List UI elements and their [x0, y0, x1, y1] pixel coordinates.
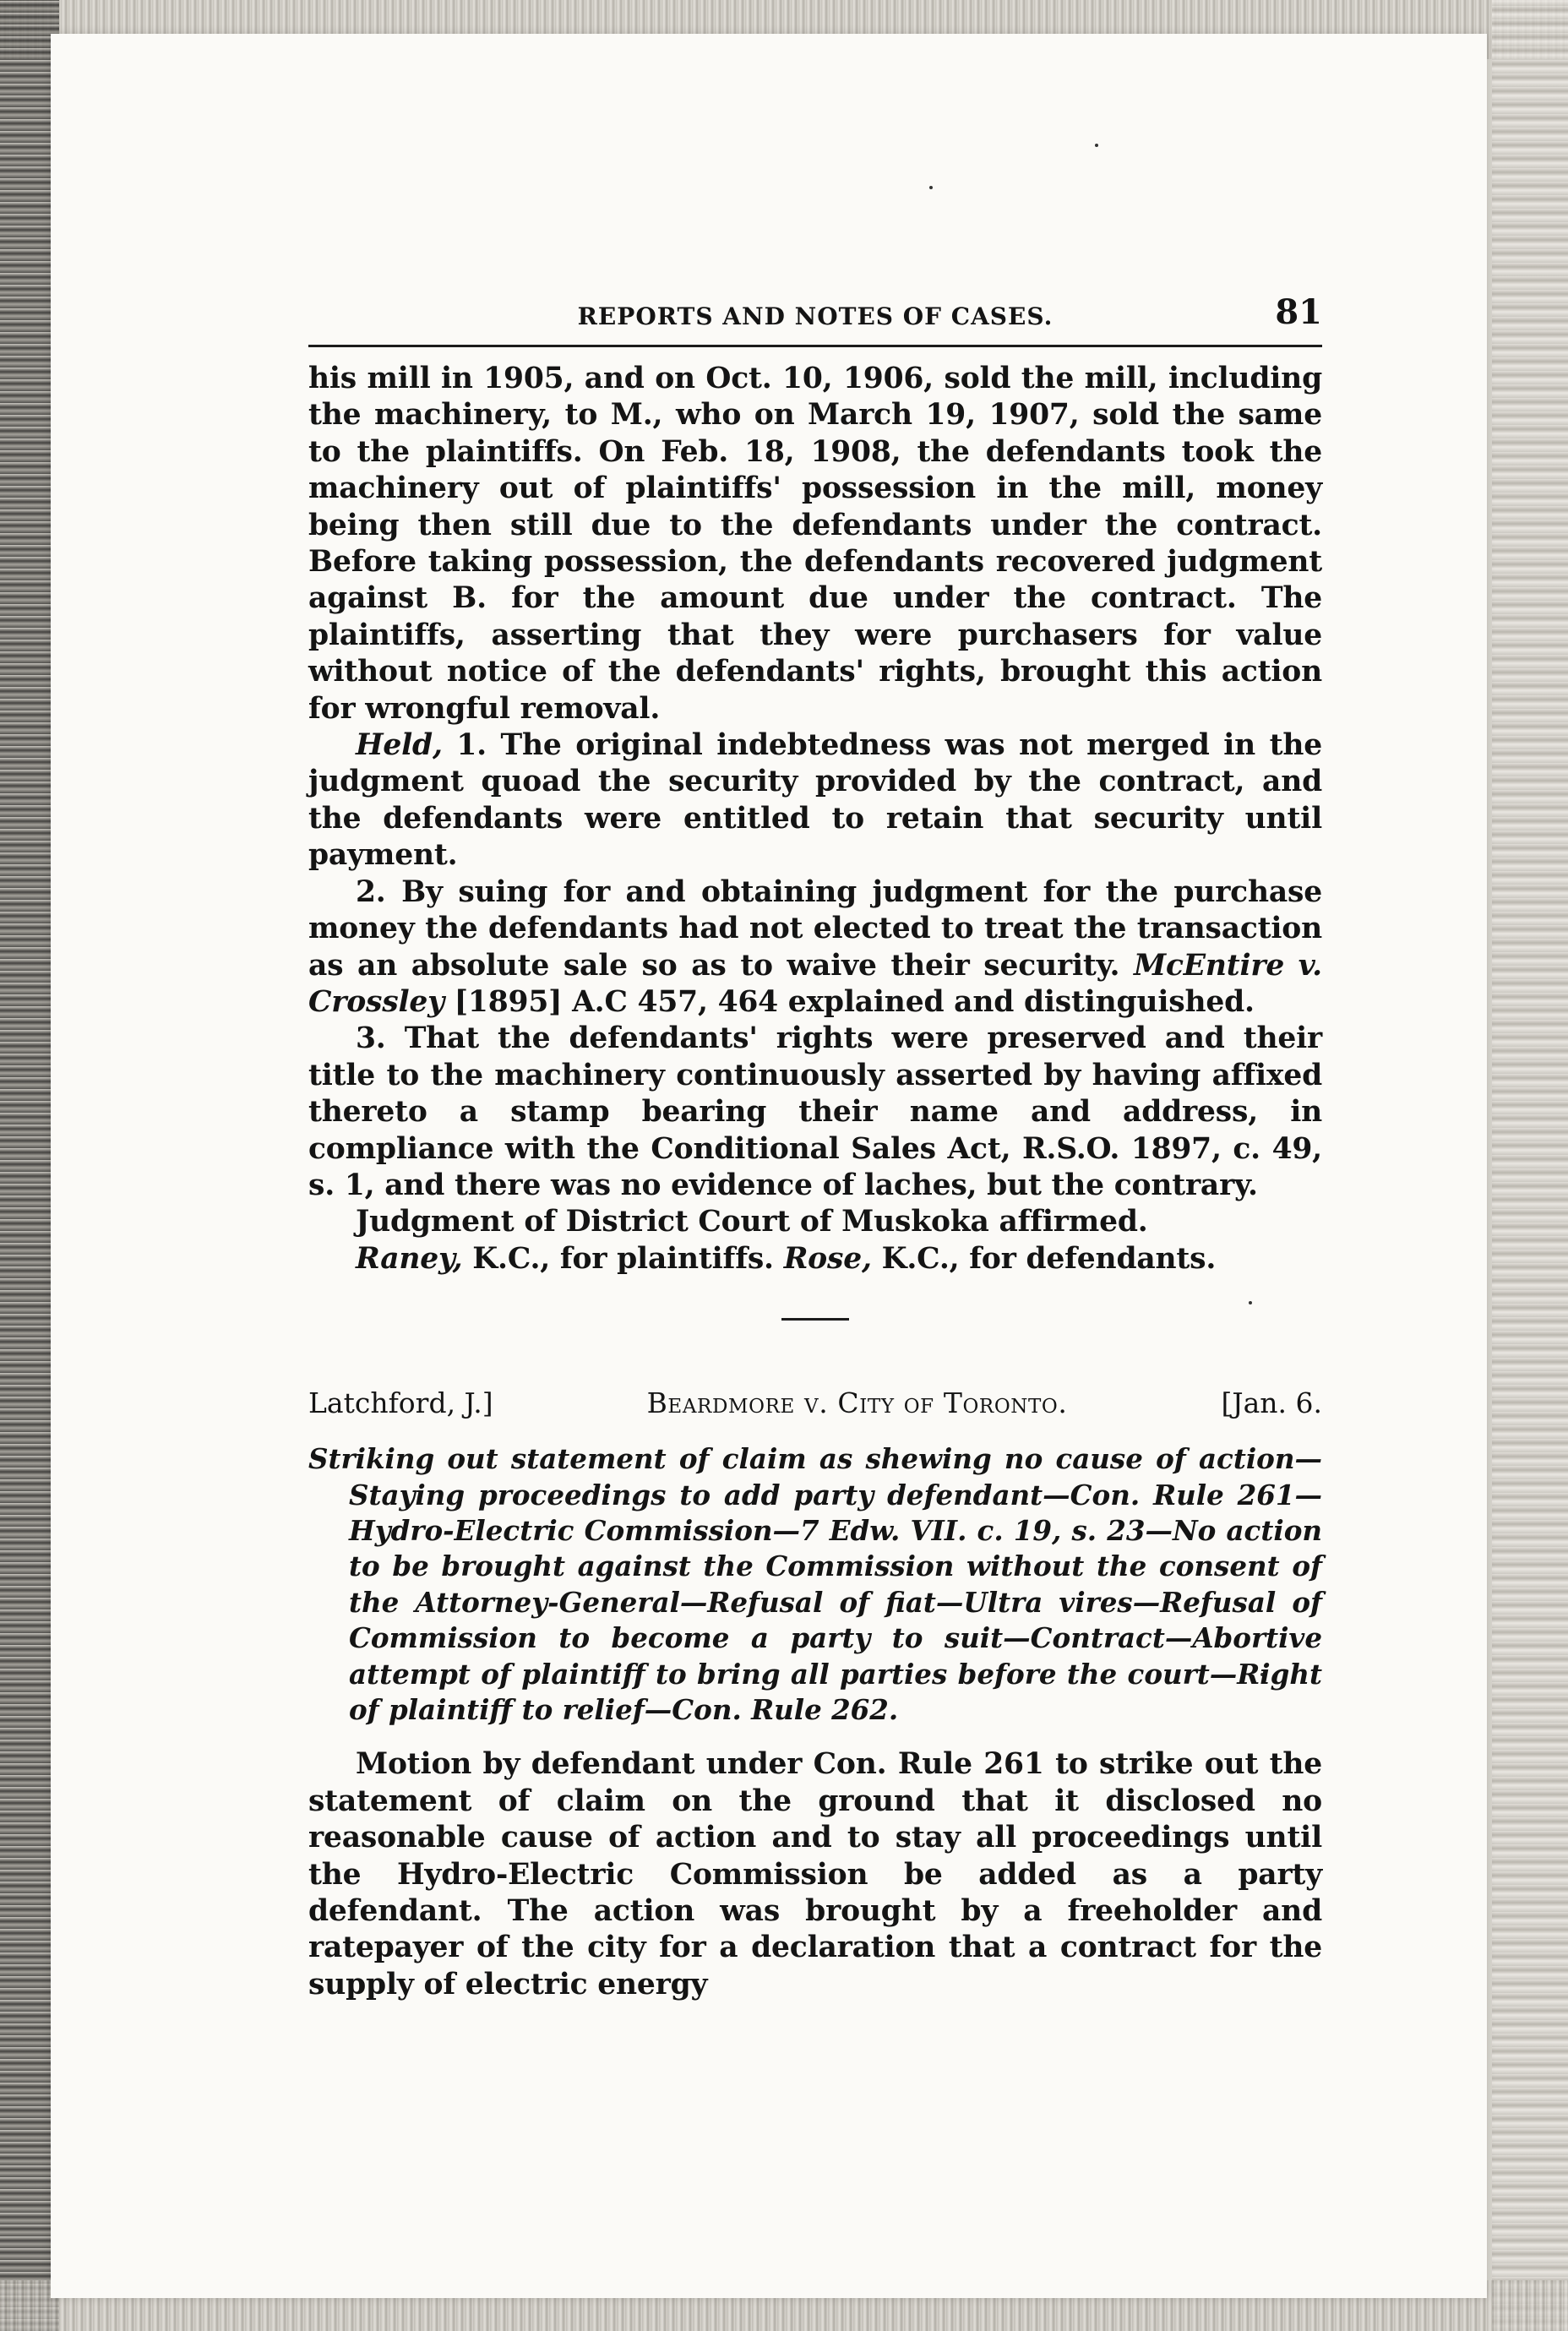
case-cited: McEntire v. Crossley: [308, 948, 1322, 1019]
held-paragraph: [308, 727, 1322, 874]
judgment-line: Judgment of District Court of Muskoka affirmed.: [356, 1205, 1148, 1239]
section-divider: [781, 1318, 849, 1321]
counsel-defendants-text: K.C., for defendants.: [871, 1241, 1217, 1276]
page-content: [308, 292, 1322, 2003]
case-title: Beardmore v. City of Toronto.: [646, 1386, 1068, 1420]
motion-paragraph: Motion by defendant under Con. Rule 261 to strike out the statement of claim on the ground that it disclosed no reasonable cause of action and to stay all proceedings until the Hydro-Electric Commission be added as a party defendant. The action was brought by a freeholder and ratepayer of the city for a declaration that a contract for the supply of electric energy: [308, 1747, 1322, 2002]
headnote: Striking out statement of claim as shewing no cause of action—Staying proceedings to add party defendant—Con. Rule 261—Hydro-Electric Commission—7 Edw. VII. c. 19, s. 23—No action to be brought against the Commission without the consent of the Attorney-General—Refusal of fiat—Ultra vires—Refusal of Commission to become a party to suit—Contract—Abortive attempt of plaintiff to bring all parties before the court—Right of plaintiff to relief—Con. Rule 262.: [308, 1442, 1322, 1726]
counsel-defendants-name: Rose,: [783, 1241, 872, 1276]
case-continuation: [308, 361, 1322, 1277]
running-title: REPORTS AND NOTES OF CASES.: [577, 302, 1054, 330]
holding-3-paragraph: 3. That the defendants' rights were preserved and their title to the machinery continuously asserted by having affixed thereto a stamp bearing their name and address, in compliance with the Conditional Sales Act, R.S.O. 1897, c. 49, s. 1, and there was no evidence of laches, but the contrary.: [308, 1021, 1322, 1202]
case-header: [308, 1386, 1322, 1419]
counsel-plaintiffs-text: K.C., for plaintiffs.: [462, 1241, 784, 1276]
page: [51, 34, 1487, 2298]
held-word: Held,: [356, 728, 443, 763]
counsel-plaintiffs-name: Raney,: [356, 1241, 463, 1276]
counsel-line: [308, 1241, 1322, 1277]
facts-paragraph: his mill in 1905, and on Oct. 10, 1906, sold the mill, including the machinery, to M., who on March 19, 1907, sold the same to the plaintiffs. On Feb. 18, 1908, the defendants took the machinery out of plaintiffs' possession in the mill, money being then still due to the defendants under the contract. Before taking possession, the defendants recovered judgment against B. for the amount due under the contract. The plaintiffs, asserting that they were purchasers for value without notice of the defendants' rights, brought this action for wrongful removal.: [308, 362, 1322, 726]
page-number: 81: [1275, 292, 1322, 332]
holding-2-text: 2. By suing for and obtaining judgment for the purchase money the defendants had not elected to treat the transaction as an absolute sale so as to waive their security.: [308, 874, 1322, 983]
judge-name: Latchford, J.]: [308, 1386, 493, 1420]
case-date: [Jan. 6.: [1221, 1386, 1322, 1420]
scan-speck: [1095, 144, 1098, 147]
running-head: [308, 292, 1322, 347]
holding-2-paragraph: [308, 874, 1322, 1021]
scan-edge-right: [1492, 0, 1568, 2331]
holding-2-citation: [1895] A.C 457, 464 explained and distinguished.: [444, 984, 1255, 1019]
scan-speck: [929, 186, 933, 189]
held-text: 1. The original indebtedness was not merged in the judgment quoad the security provided by the contract, and the defendants were entitled to retain that security until payment.: [308, 728, 1322, 873]
